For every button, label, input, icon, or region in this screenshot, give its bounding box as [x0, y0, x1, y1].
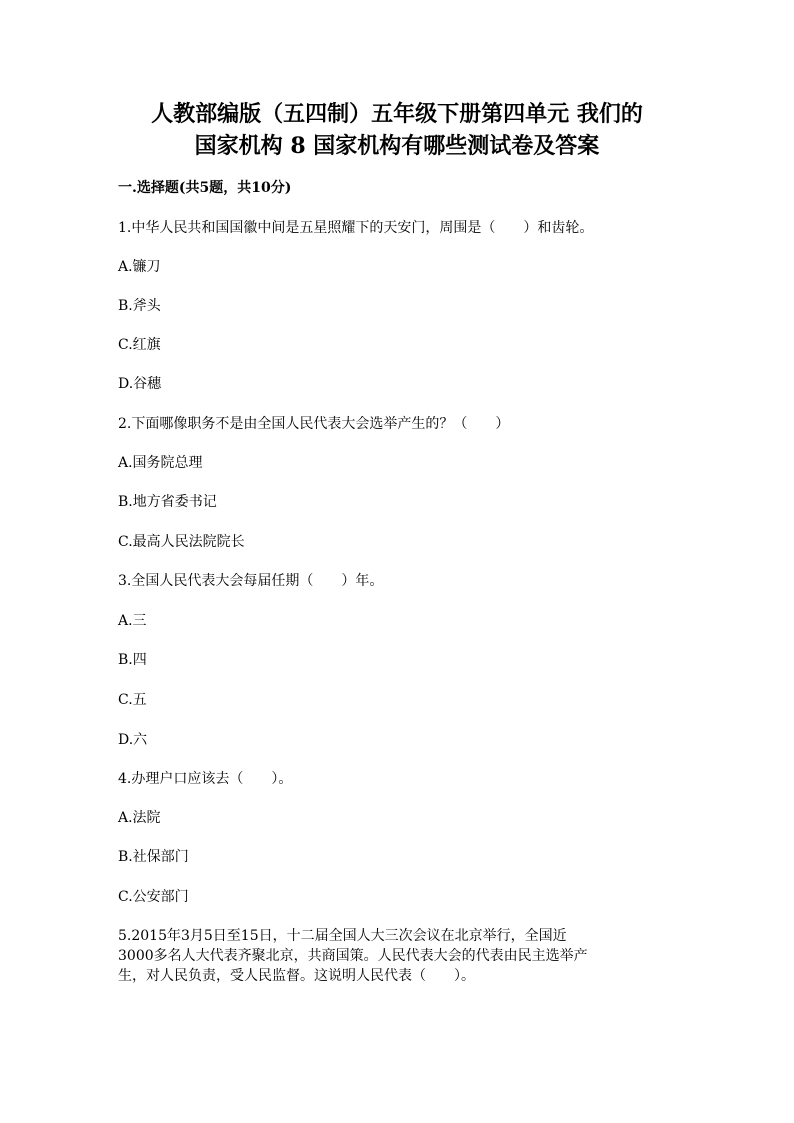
document-title — [100, 98, 694, 162]
question-5-stem-line-2: 3000多名人大代表齐聚北京，共商国策。人民代表大会的代表由民主选举产 — [118, 948, 588, 964]
question-1-option-c: C.红旗 — [118, 337, 161, 353]
question-4-option-c: C.公安部门 — [118, 889, 189, 905]
question-2-option-c: C.最高人民法院院长 — [118, 534, 245, 550]
question-1-option-a: A.镰刀 — [118, 259, 161, 275]
question-3-option-c: C.五 — [118, 692, 147, 708]
question-1-stem: 1.中华人民共和国国徽中间是五星照耀下的天安门，周围是（ ）和齿轮。 — [118, 220, 594, 236]
question-2-option-a: A.国务院总理 — [118, 455, 203, 471]
question-5-stem-line-1: 5.2015年3月5日至15日，十二届全国人大三次会议在北京举行，全国近 — [118, 928, 567, 944]
question-3-option-a: A.三 — [118, 613, 147, 629]
question-4-stem: 4.办理户口应该去（ ）。 — [118, 771, 293, 787]
title-line-1: 人教部编版（五四制）五年级下册第四单元 我们的 — [151, 101, 643, 127]
question-5-stem-line-3: 生，对人民负责，受人民监督。这说明人民代表（ ）。 — [118, 968, 475, 984]
question-3-option-d: D.六 — [118, 732, 148, 748]
question-3-option-b: B.四 — [118, 652, 147, 668]
title-line-2: 国家机构 8 国家机构有哪些测试卷及答案 — [194, 133, 600, 159]
question-4-option-a: A.法院 — [118, 810, 161, 826]
section-heading: 一.选择题(共5题，共10分) — [118, 180, 292, 196]
question-1-option-d: D.谷穗 — [118, 376, 162, 392]
question-2-stem: 2.下面哪像职务不是由全国人民代表大会选举产生的？（ ） — [118, 416, 510, 432]
question-1-option-b: B.斧头 — [118, 298, 161, 314]
question-4-option-b: B.社保部门 — [118, 849, 189, 865]
question-2-option-b: B.地方省委书记 — [118, 494, 217, 510]
question-3-stem: 3.全国人民代表大会每届任期（ ）年。 — [118, 573, 384, 589]
